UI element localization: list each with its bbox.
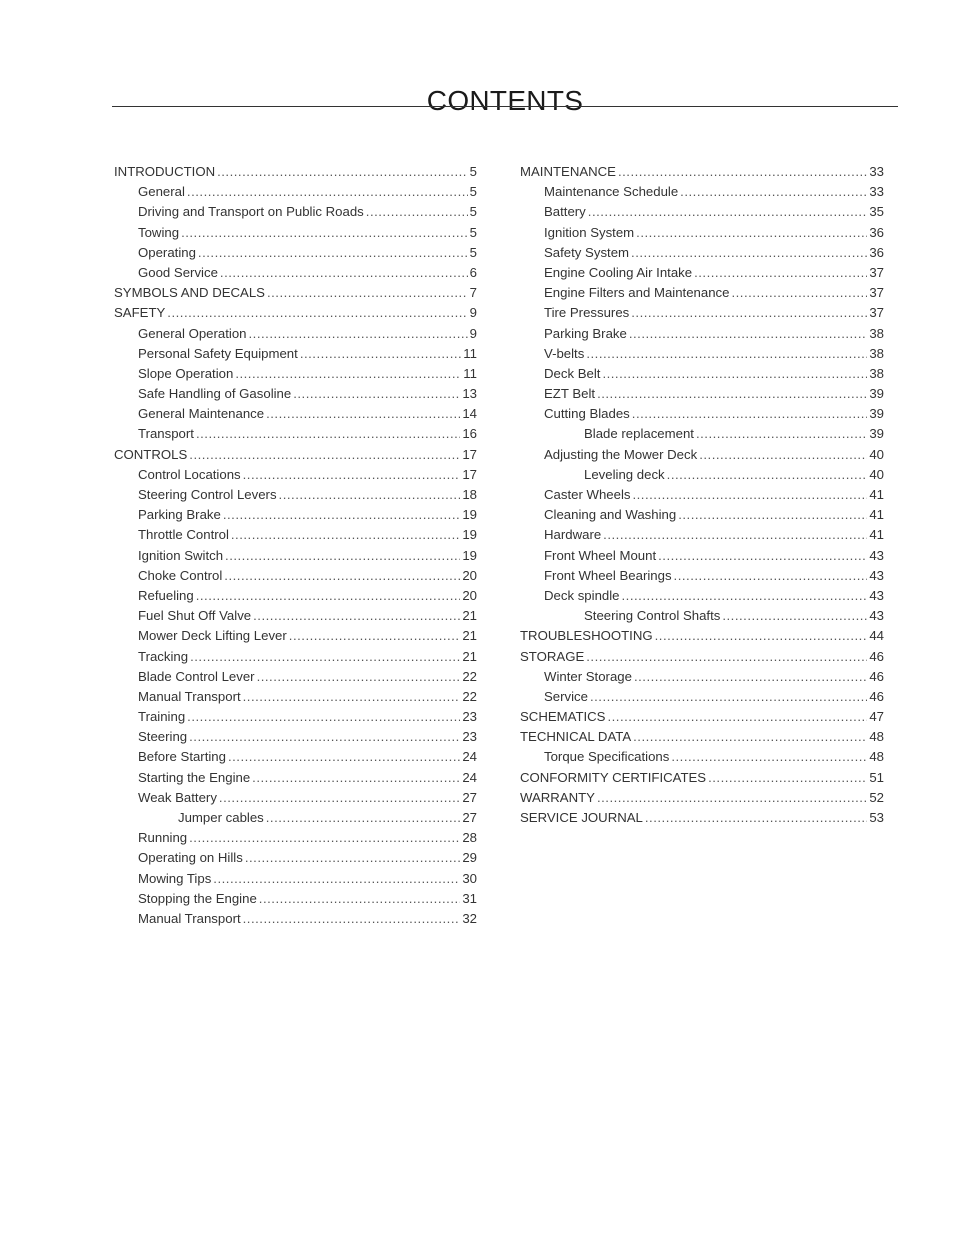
toc-entry[interactable] xyxy=(520,184,884,204)
toc-entry-label: Service xyxy=(544,688,588,704)
dot-leader xyxy=(699,447,867,462)
toc-entry-page: 33 xyxy=(869,184,884,200)
dot-leader xyxy=(189,830,460,845)
toc-entry-page: 43 xyxy=(869,608,884,624)
toc-entry[interactable] xyxy=(114,426,477,446)
toc-entry[interactable] xyxy=(114,588,477,608)
toc-entry[interactable] xyxy=(114,891,477,911)
toc-entry-page: 39 xyxy=(869,406,884,422)
toc-entry-page: 38 xyxy=(869,345,884,361)
toc-entry-page: 21 xyxy=(462,608,477,624)
dot-leader xyxy=(633,729,867,744)
toc-entry-page: 24 xyxy=(462,769,477,785)
toc-entry[interactable] xyxy=(520,790,884,810)
toc-entry-page: 36 xyxy=(869,244,884,260)
dot-leader xyxy=(674,568,868,583)
toc-entry[interactable] xyxy=(520,628,884,648)
dot-leader xyxy=(680,184,867,199)
toc-entry-page: 5 xyxy=(469,164,477,179)
dot-leader xyxy=(658,548,867,563)
dot-leader xyxy=(190,649,460,664)
toc-entry[interactable] xyxy=(114,406,477,426)
toc-entry-label: SAFETY xyxy=(114,305,166,321)
toc-entry[interactable] xyxy=(520,649,884,669)
dot-leader xyxy=(279,487,461,502)
toc-entry[interactable] xyxy=(520,265,884,285)
dot-leader xyxy=(586,649,867,664)
toc-entry[interactable] xyxy=(520,447,884,467)
toc-entry[interactable] xyxy=(114,608,477,628)
toc-entry-page: 36 xyxy=(869,224,884,240)
toc-entry[interactable] xyxy=(114,709,477,729)
toc-entry-label: Fuel Shut Off Valve xyxy=(138,608,252,624)
toc-entry-page: 28 xyxy=(462,830,477,846)
toc-entry-label: CONFORMITY CERTIFICATES xyxy=(520,769,707,785)
toc-entry[interactable] xyxy=(520,326,884,346)
toc-entry-page: 41 xyxy=(869,527,884,543)
toc-entry[interactable] xyxy=(520,548,884,568)
toc-entry-label: Steering Control Levers xyxy=(138,487,277,502)
toc-entry-label: Blade Control Lever xyxy=(138,668,255,684)
toc-entry-label: Choke Control xyxy=(138,567,223,583)
toc-entry-page: 9 xyxy=(469,325,477,341)
dot-leader xyxy=(219,790,460,805)
toc-entry-page: 11 xyxy=(463,345,477,361)
toc-entry-page: 13 xyxy=(462,386,477,402)
toc-entry-label: Engine Filters and Maintenance xyxy=(544,285,730,301)
toc-entry-label: Steering Control Shafts xyxy=(584,608,721,624)
toc-entry[interactable] xyxy=(114,204,477,224)
toc-entry-page: 5 xyxy=(469,224,477,240)
toc-entry-page: 43 xyxy=(869,567,884,583)
dot-leader xyxy=(722,608,867,623)
toc-entry[interactable] xyxy=(114,911,477,931)
toc-entry-label: Adjusting the Mower Deck xyxy=(544,446,698,462)
toc-entry-label: General xyxy=(138,184,185,200)
toc-entry-page: 41 xyxy=(869,507,884,523)
toc-right-column xyxy=(520,164,884,830)
toc-entry-label: Tire Pressures xyxy=(544,305,630,321)
dot-leader xyxy=(266,810,461,825)
toc-entry-label: Weak Battery xyxy=(138,789,217,805)
toc-entry-label: STORAGE xyxy=(520,648,585,664)
toc-entry[interactable] xyxy=(114,225,477,245)
toc-entry-page: 5 xyxy=(469,184,477,200)
toc-entry-page: 47 xyxy=(869,709,884,725)
dot-leader xyxy=(622,588,868,603)
toc-entry-page: 19 xyxy=(462,527,477,543)
toc-entry[interactable] xyxy=(114,265,477,285)
toc-entry-label: Hardware xyxy=(544,527,602,543)
toc-entry-page: 24 xyxy=(462,749,477,765)
dot-leader xyxy=(181,225,468,240)
toc-entry-page: 17 xyxy=(462,466,477,482)
toc-entry[interactable] xyxy=(114,669,477,689)
toc-entry[interactable] xyxy=(114,568,477,588)
dot-leader xyxy=(597,790,867,805)
dot-leader xyxy=(645,810,867,825)
toc-entry-label: V-belts xyxy=(544,345,585,361)
toc-entry-page: 7 xyxy=(469,285,477,301)
toc-entry[interactable] xyxy=(114,810,477,830)
toc-entry[interactable] xyxy=(520,386,884,406)
dot-leader xyxy=(243,911,461,926)
dot-leader xyxy=(267,285,468,300)
toc-entry-label: Deck Belt xyxy=(544,365,601,381)
toc-entry[interactable] xyxy=(114,346,477,366)
toc-entry-page: 43 xyxy=(869,547,884,563)
toc-entry-page: 51 xyxy=(869,769,884,785)
dot-leader xyxy=(586,346,867,361)
toc-entry-page: 11 xyxy=(463,365,477,381)
dot-leader xyxy=(243,689,461,704)
toc-entry-label: SYMBOLS AND DECALS xyxy=(114,285,265,301)
toc-entry[interactable] xyxy=(114,386,477,406)
toc-entry[interactable] xyxy=(520,406,884,426)
dot-leader xyxy=(602,366,867,381)
toc-entry-label: SERVICE JOURNAL xyxy=(520,810,643,825)
toc-entry-label: Blade replacement xyxy=(584,426,694,442)
dot-leader xyxy=(220,265,468,280)
toc-entry-label: Slope Operation xyxy=(138,365,234,381)
dot-leader xyxy=(252,770,460,785)
toc-entry-label: Operating xyxy=(138,244,196,260)
toc-entry-label: Ignition Switch xyxy=(138,547,224,563)
toc-entry-page: 48 xyxy=(869,729,884,745)
dot-leader xyxy=(603,527,867,542)
toc-entry-label: CONTROLS xyxy=(114,446,188,462)
toc-entry[interactable] xyxy=(114,184,477,204)
toc-entry[interactable] xyxy=(114,548,477,568)
toc-entry-label: Safety System xyxy=(544,244,630,260)
dot-leader xyxy=(259,891,461,906)
dot-leader xyxy=(634,669,867,684)
toc-entry[interactable] xyxy=(520,588,884,608)
toc-entry-page: 39 xyxy=(869,426,884,442)
toc-entry-page: 17 xyxy=(462,446,477,462)
dot-leader xyxy=(235,366,461,381)
dot-leader xyxy=(249,326,468,341)
toc-entry-page: 43 xyxy=(869,587,884,603)
toc-entry-label: Winter Storage xyxy=(544,668,632,684)
toc-entry-page: 30 xyxy=(462,870,477,886)
toc-entry-label: Stopping the Engine xyxy=(138,890,257,906)
toc-entry[interactable] xyxy=(114,790,477,810)
toc-entry[interactable] xyxy=(520,527,884,547)
toc-entry[interactable] xyxy=(114,770,477,790)
toc-entry[interactable] xyxy=(114,689,477,709)
toc-entry-label: Leveling deck xyxy=(584,466,665,482)
toc-entry-page: 22 xyxy=(462,688,477,704)
toc-entry-label: General Operation xyxy=(138,325,247,341)
dot-leader xyxy=(245,850,461,865)
toc-entry-page: 37 xyxy=(869,305,884,321)
toc-entry-page: 37 xyxy=(869,285,884,301)
dot-leader xyxy=(631,305,867,320)
toc-entry-label: MAINTENANCE xyxy=(520,164,616,179)
dot-leader xyxy=(289,628,461,643)
toc-entry-label: EZT Belt xyxy=(544,386,596,402)
toc-entry[interactable] xyxy=(520,709,884,729)
toc-entry[interactable] xyxy=(520,366,884,386)
toc-entry-page: 46 xyxy=(869,648,884,664)
toc-entry-page: 48 xyxy=(869,749,884,765)
toc-entry[interactable] xyxy=(114,628,477,648)
dot-leader xyxy=(196,588,461,603)
toc-entry-label: Ignition System xyxy=(544,224,635,240)
dot-leader xyxy=(257,669,461,684)
toc-entry-page: 18 xyxy=(462,487,477,502)
toc-entry[interactable] xyxy=(520,487,884,507)
dot-leader xyxy=(223,507,461,522)
toc-entry[interactable] xyxy=(520,770,884,790)
toc-entry[interactable] xyxy=(520,669,884,689)
toc-entry-label: Parking Brake xyxy=(544,325,627,341)
dot-leader xyxy=(636,225,867,240)
toc-entry-page: 44 xyxy=(869,628,884,644)
toc-entry[interactable] xyxy=(520,285,884,305)
dot-leader xyxy=(187,709,460,724)
toc-entry-page: 20 xyxy=(462,587,477,603)
toc-entry-label: Refueling xyxy=(138,587,194,603)
toc-entry-page: 27 xyxy=(462,810,477,825)
dot-leader xyxy=(266,406,460,421)
dot-leader xyxy=(189,729,460,744)
toc-entry-label: Training xyxy=(138,709,186,725)
dot-leader xyxy=(213,871,460,886)
toc-entry-label: TECHNICAL DATA xyxy=(520,729,632,745)
dot-leader xyxy=(366,204,468,219)
toc-entry-label: General Maintenance xyxy=(138,406,265,422)
toc-entry[interactable] xyxy=(520,225,884,245)
dot-leader xyxy=(731,285,867,300)
toc-entry-label: Battery xyxy=(544,204,586,220)
toc-entry-label: Manual Transport xyxy=(138,688,241,704)
toc-entry-page: 40 xyxy=(869,466,884,482)
dot-leader xyxy=(243,467,461,482)
toc-entry-page: 19 xyxy=(462,507,477,523)
toc-entry-page: 22 xyxy=(462,668,477,684)
toc-entry[interactable] xyxy=(520,245,884,265)
dot-leader xyxy=(253,608,460,623)
toc-entry-page: 32 xyxy=(462,910,477,926)
toc-entry-label: TROUBLESHOOTING xyxy=(520,628,653,644)
toc-entry-label: WARRANTY xyxy=(520,789,595,805)
dot-leader xyxy=(588,204,868,219)
toc-entry-label: Operating on Hills xyxy=(138,850,243,866)
toc-left-column xyxy=(114,164,477,931)
dot-leader xyxy=(300,346,461,361)
toc-entry-label: Towing xyxy=(138,224,180,240)
toc-entry[interactable] xyxy=(114,830,477,850)
toc-entry-label: Manual Transport xyxy=(138,910,241,926)
dot-leader xyxy=(618,164,867,179)
toc-entry[interactable] xyxy=(114,850,477,870)
toc-entry[interactable] xyxy=(520,729,884,749)
toc-entry[interactable] xyxy=(114,326,477,346)
dot-leader xyxy=(678,507,867,522)
toc-entry-page: 19 xyxy=(462,547,477,563)
toc-entry-label: Good Service xyxy=(138,264,218,280)
toc-entry-page: 29 xyxy=(462,850,477,866)
toc-entry-page: 41 xyxy=(869,487,884,502)
toc-entry[interactable] xyxy=(520,689,884,709)
title-divider xyxy=(112,106,898,107)
toc-entry-label: Cleaning and Washing xyxy=(544,507,677,523)
toc-entry-page: 38 xyxy=(869,365,884,381)
toc-entry-label: Tracking xyxy=(138,648,189,664)
toc-entry-page: 23 xyxy=(462,709,477,725)
toc-entry-page: 9 xyxy=(469,305,477,321)
dot-leader xyxy=(187,184,468,199)
toc-entry-page: 6 xyxy=(469,264,477,280)
toc-entry[interactable] xyxy=(114,487,477,507)
toc-entry-label: Transport xyxy=(138,426,194,442)
dot-leader xyxy=(667,467,868,482)
toc-entry[interactable] xyxy=(520,749,884,769)
dot-leader xyxy=(217,164,468,179)
toc-entry[interactable] xyxy=(114,729,477,749)
toc-entry-label: Jumper cables xyxy=(178,810,264,825)
toc-entry[interactable] xyxy=(114,285,477,305)
toc-entry-label: Torque Specifications xyxy=(544,749,670,765)
toc-entry-page: 20 xyxy=(462,567,477,583)
dot-leader xyxy=(607,709,867,724)
toc-entry-label: Mowing Tips xyxy=(138,870,212,886)
toc-entry-label: Deck spindle xyxy=(544,587,620,603)
toc-entry[interactable] xyxy=(520,305,884,325)
dot-leader xyxy=(198,245,468,260)
dot-leader xyxy=(231,527,460,542)
toc-entry-page: 38 xyxy=(869,325,884,341)
toc-entry-page: 53 xyxy=(869,810,884,825)
dot-leader xyxy=(632,406,868,421)
toc-entry-label: Caster Wheels xyxy=(544,487,631,502)
toc-entry[interactable] xyxy=(114,245,477,265)
toc-entry[interactable] xyxy=(520,204,884,224)
toc-entry-page: 23 xyxy=(462,729,477,745)
toc-entry[interactable] xyxy=(520,467,884,487)
dot-leader xyxy=(228,749,460,764)
dot-leader xyxy=(189,447,460,462)
toc-entry-page: 37 xyxy=(869,264,884,280)
toc-entry[interactable] xyxy=(114,507,477,527)
dot-leader xyxy=(224,568,460,583)
toc-entry-label: Front Wheel Mount xyxy=(544,547,657,563)
dot-leader xyxy=(671,749,867,764)
toc-entry-label: Steering xyxy=(138,729,188,745)
toc-entry-label: Cutting Blades xyxy=(544,406,630,422)
toc-entry-page: 31 xyxy=(462,890,477,906)
dot-leader xyxy=(632,487,867,502)
dot-leader xyxy=(293,386,460,401)
toc-entry-label: Before Starting xyxy=(138,749,226,765)
toc-entry-label: Safe Handling of Gasoline xyxy=(138,386,292,402)
toc-entry-label: Parking Brake xyxy=(138,507,221,523)
dot-leader xyxy=(696,426,867,441)
toc-entry[interactable] xyxy=(520,346,884,366)
toc-entry-page: 52 xyxy=(869,789,884,805)
toc-entry-label: INTRODUCTION xyxy=(114,164,216,179)
toc-entry[interactable] xyxy=(114,749,477,769)
dot-leader xyxy=(629,326,868,341)
toc-entry[interactable] xyxy=(520,810,884,830)
dot-leader xyxy=(631,245,867,260)
toc-entry-page: 46 xyxy=(869,668,884,684)
dot-leader xyxy=(694,265,867,280)
dot-leader xyxy=(708,770,867,785)
toc-entry-page: 16 xyxy=(462,426,477,442)
dot-leader xyxy=(225,548,460,563)
toc-entry-page: 21 xyxy=(462,628,477,644)
toc-entry-page: 5 xyxy=(469,204,477,220)
toc-entry-page: 33 xyxy=(869,164,884,179)
toc-entry[interactable] xyxy=(520,426,884,446)
toc-entry-label: Running xyxy=(138,830,188,846)
toc-entry-page: 14 xyxy=(462,406,477,422)
toc-entry[interactable] xyxy=(114,527,477,547)
toc-entry[interactable] xyxy=(114,366,477,386)
toc-entry-page: 5 xyxy=(469,244,477,260)
dot-leader xyxy=(597,386,867,401)
toc-entry-label: Mower Deck Lifting Lever xyxy=(138,628,287,644)
toc-entry[interactable] xyxy=(114,305,477,325)
toc-entry[interactable] xyxy=(114,467,477,487)
toc-entry-page: 35 xyxy=(869,204,884,220)
toc-entry[interactable] xyxy=(114,164,477,184)
dot-leader xyxy=(655,628,868,643)
toc-entry-label: Driving and Transport on Public Roads xyxy=(138,204,364,220)
toc-entry-label: Maintenance Schedule xyxy=(544,184,679,200)
toc-entry[interactable] xyxy=(114,649,477,669)
toc-entry-label: Starting the Engine xyxy=(138,769,251,785)
toc-entry-page: 21 xyxy=(462,648,477,664)
toc-entry-page: 39 xyxy=(869,386,884,402)
toc-entry-label: Engine Cooling Air Intake xyxy=(544,264,693,280)
toc-entry-label: Personal Safety Equipment xyxy=(138,345,298,361)
toc-entry-label: SCHEMATICS xyxy=(520,709,606,725)
toc-entry-page: 46 xyxy=(869,688,884,704)
toc-entry-label: Control Locations xyxy=(138,466,241,482)
dot-leader xyxy=(590,689,867,704)
toc-entry[interactable] xyxy=(520,507,884,527)
dot-leader xyxy=(196,426,460,441)
page-title: CONTENTS xyxy=(426,84,584,116)
toc-entry-label: Throttle Control xyxy=(138,527,229,543)
toc-entry[interactable] xyxy=(520,164,884,184)
toc-entry-page: 27 xyxy=(462,789,477,805)
toc-entry-page: 40 xyxy=(869,446,884,462)
toc-entry[interactable] xyxy=(520,608,884,628)
toc-entry-label: Front Wheel Bearings xyxy=(544,567,672,583)
dot-leader xyxy=(167,305,467,320)
toc-entry[interactable] xyxy=(114,871,477,891)
toc-entry[interactable] xyxy=(114,447,477,467)
toc-entry[interactable] xyxy=(520,568,884,588)
